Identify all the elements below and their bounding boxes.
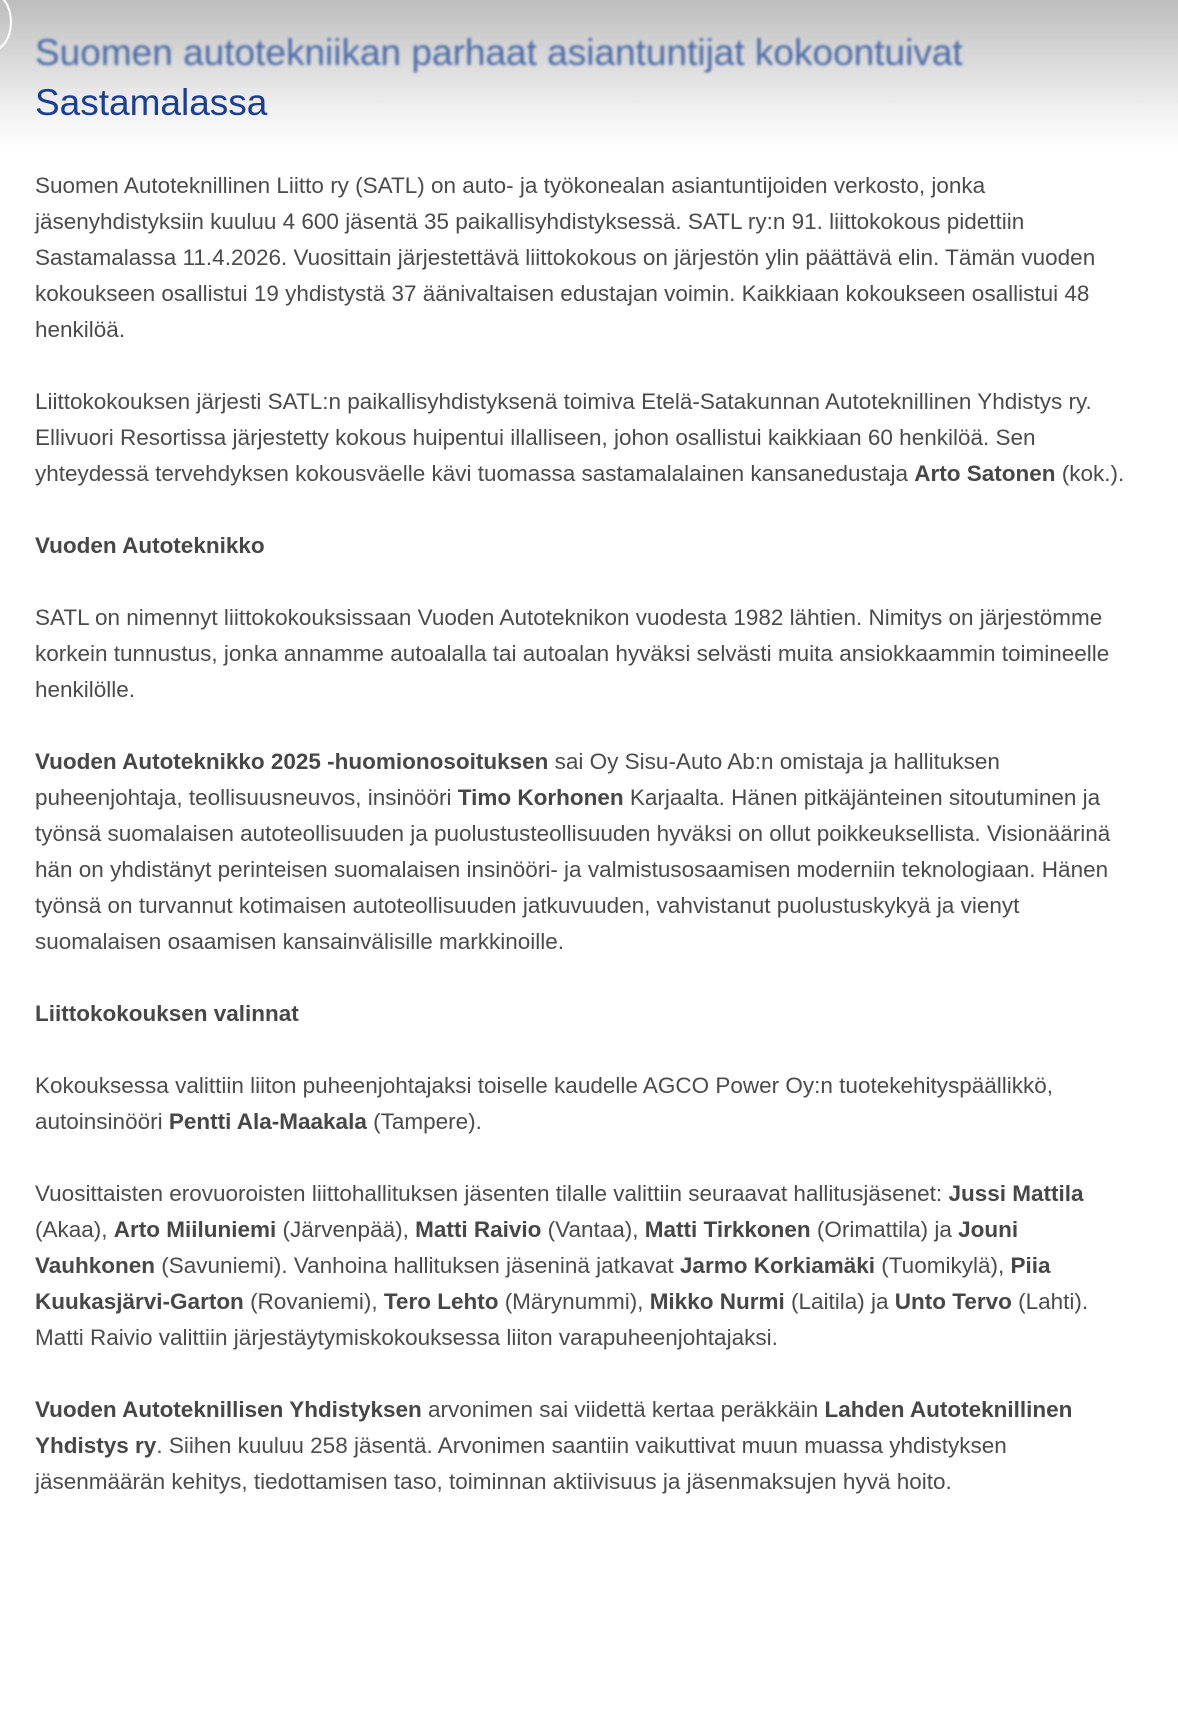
- text: (Orimattila) ja: [810, 1217, 959, 1242]
- article-title: [35, 28, 1136, 128]
- bold-name: Jussi Mattila: [948, 1181, 1084, 1206]
- bold-award: Vuoden Autoteknikko 2025 -huomionosoituksen: [35, 749, 549, 774]
- section-heading-autoteknikko: Vuoden Autoteknikko: [35, 533, 265, 558]
- text: (Järvenpää),: [276, 1217, 416, 1242]
- text: (Vantaa),: [541, 1217, 645, 1242]
- paragraph-award-intro: SATL on nimennyt liittokokouksissaan Vuoden Autoteknikon vuodesta 1982 lähtien. Nimitys on järjestömme korkein tunnustus, jonka annamme autoalalla tai autoalan hyväksi selvästi muita ansiokkaammin toimineelle henkilölle.: [35, 605, 1110, 702]
- paragraph-board: [35, 1176, 1136, 1356]
- bold-name: Timo Korhonen: [457, 785, 624, 810]
- text: (Lahti). Matti Raivio valittiin järjestäytymiskokouksessa liiton varapuheenjohtajaksi.: [35, 1289, 1089, 1350]
- article-title-line2: Sastamalassa: [35, 82, 268, 123]
- section-heading-valinnat: Liittokokouksen valinnat: [35, 1001, 299, 1026]
- bold-name: Lahden Autoteknillinen Yhdistys ry: [35, 1397, 1073, 1458]
- text: (Rovaniemi),: [243, 1289, 384, 1314]
- bold-name: Jouni Vauhkonen: [35, 1217, 1019, 1278]
- paragraph-organizer: [35, 384, 1136, 492]
- bold-name: Matti Tirkkonen: [644, 1217, 811, 1242]
- bold-name: Arto Miiluniemi: [113, 1217, 277, 1242]
- paragraph-chair: [35, 1068, 1136, 1140]
- text: (Tuomikylä),: [875, 1253, 1011, 1278]
- text: Vuosittaisten erovuoroisten liittohallituksen jäsenten tilalle valittiin seuraavat hallitusjäsenet:: [35, 1181, 949, 1206]
- text: (Tampere).: [366, 1109, 482, 1134]
- text: (Laitila) ja: [784, 1289, 895, 1314]
- paragraph-intro: Suomen Autoteknillinen Liitto ry (SATL) on auto- ja työkonealan asiantuntijoiden verkosto, jonka jäsenyhdistyksiin kuuluu 4 600 jäsentä 35 paikallisyhdistyksessä. SATL ry:n 91. liittokokous pidettiin Sastamalassa 11.4.2026. Vuosittain järjestettävä liittokokous on järjestön ylin päättävä elin. Tämän vuoden kokoukseen osallistui 19 yhdistystä 37 äänivaltaisen edustajan voimin. Kaikkiaan kokoukseen osallistui 48 henkilöä.: [35, 173, 1096, 342]
- bold-name: Arto Satonen: [914, 461, 1056, 486]
- text: Kokouksessa valittiin liiton puheenjohtajaksi toiselle kaudelle AGCO Power Oy:n tuotekehityspäällikkö, autoinsinööri: [35, 1073, 1054, 1134]
- text: Liittokokouksen järjesti SATL:n paikallisyhdistyksenä toimiva Etelä-Satakunnan Autoteknillinen Yhdistys ry. Ellivuori Resortissa järjestetty kokous huipentui illalliseen, johon osallistui kaikkiaan 60 henkilöä. Sen yhteydessä tervehdyksen kokousväelle kävi tuomassa sastamalalainen kansanedustaja: [35, 389, 1092, 486]
- bold-name: Mikko Nurmi: [649, 1289, 785, 1314]
- text: (Akaa),: [35, 1217, 114, 1242]
- bold-name: Piia Kuukasjärvi-Garton: [35, 1253, 1051, 1314]
- text: (kok.).: [1055, 461, 1125, 486]
- text: arvonimen sai viidettä kertaa peräkkäin: [421, 1397, 825, 1422]
- bold-name: Pentti Ala-Maakala: [168, 1109, 367, 1134]
- paragraph-association-award: [35, 1392, 1136, 1500]
- bold-name: Matti Raivio: [415, 1217, 542, 1242]
- bold-name: Unto Tervo: [894, 1289, 1012, 1314]
- paragraph-award-winner: [35, 744, 1136, 960]
- bold-name: Tero Lehto: [383, 1289, 499, 1314]
- text: . Siihen kuuluu 258 jäsentä. Arvonimen saantiin vaikuttivat muun muassa yhdistyksen jäsenmäärän kehitys, tiedottamisen taso, toiminnan aktiivisuus ja jäsenmaksujen hyvä hoito.: [35, 1433, 1007, 1494]
- bold-name: Jarmo Korkiamäki: [679, 1253, 876, 1278]
- text: (Märynummi),: [498, 1289, 650, 1314]
- article-title-line1: Suomen autotekniikan parhaat asiantuntijat kokoontuivat: [35, 32, 963, 73]
- text: (Savuniemi). Vanhoina hallituksen jäseninä jatkavat: [155, 1253, 680, 1278]
- bold-award: Vuoden Autoteknillisen Yhdistyksen: [35, 1397, 422, 1422]
- text: sai Oy Sisu-Auto Ab:n omistaja ja hallituksen puheenjohtaja, teollisuusneuvos, insinööri: [35, 749, 1000, 810]
- text: Karjaalta. Hänen pitkäjänteinen sitoutuminen ja työnsä suomalaisen autoteollisuuden ja puolustusteollisuuden hyväksi on ollut poikkeuksellista. Visionäärinä hän on yhdistänyt perinteisen suomalaisen insinööri- ja valmistusosaamisen moderniin teknologiaan. Hänen työnsä on turvannut kotimaisen autoteollisuuden jatkuvuuden, vahvistanut puolustuskykyä ja vienyt suomalaisen osaamisen kansainvälisille markkinoille.: [35, 785, 1111, 954]
